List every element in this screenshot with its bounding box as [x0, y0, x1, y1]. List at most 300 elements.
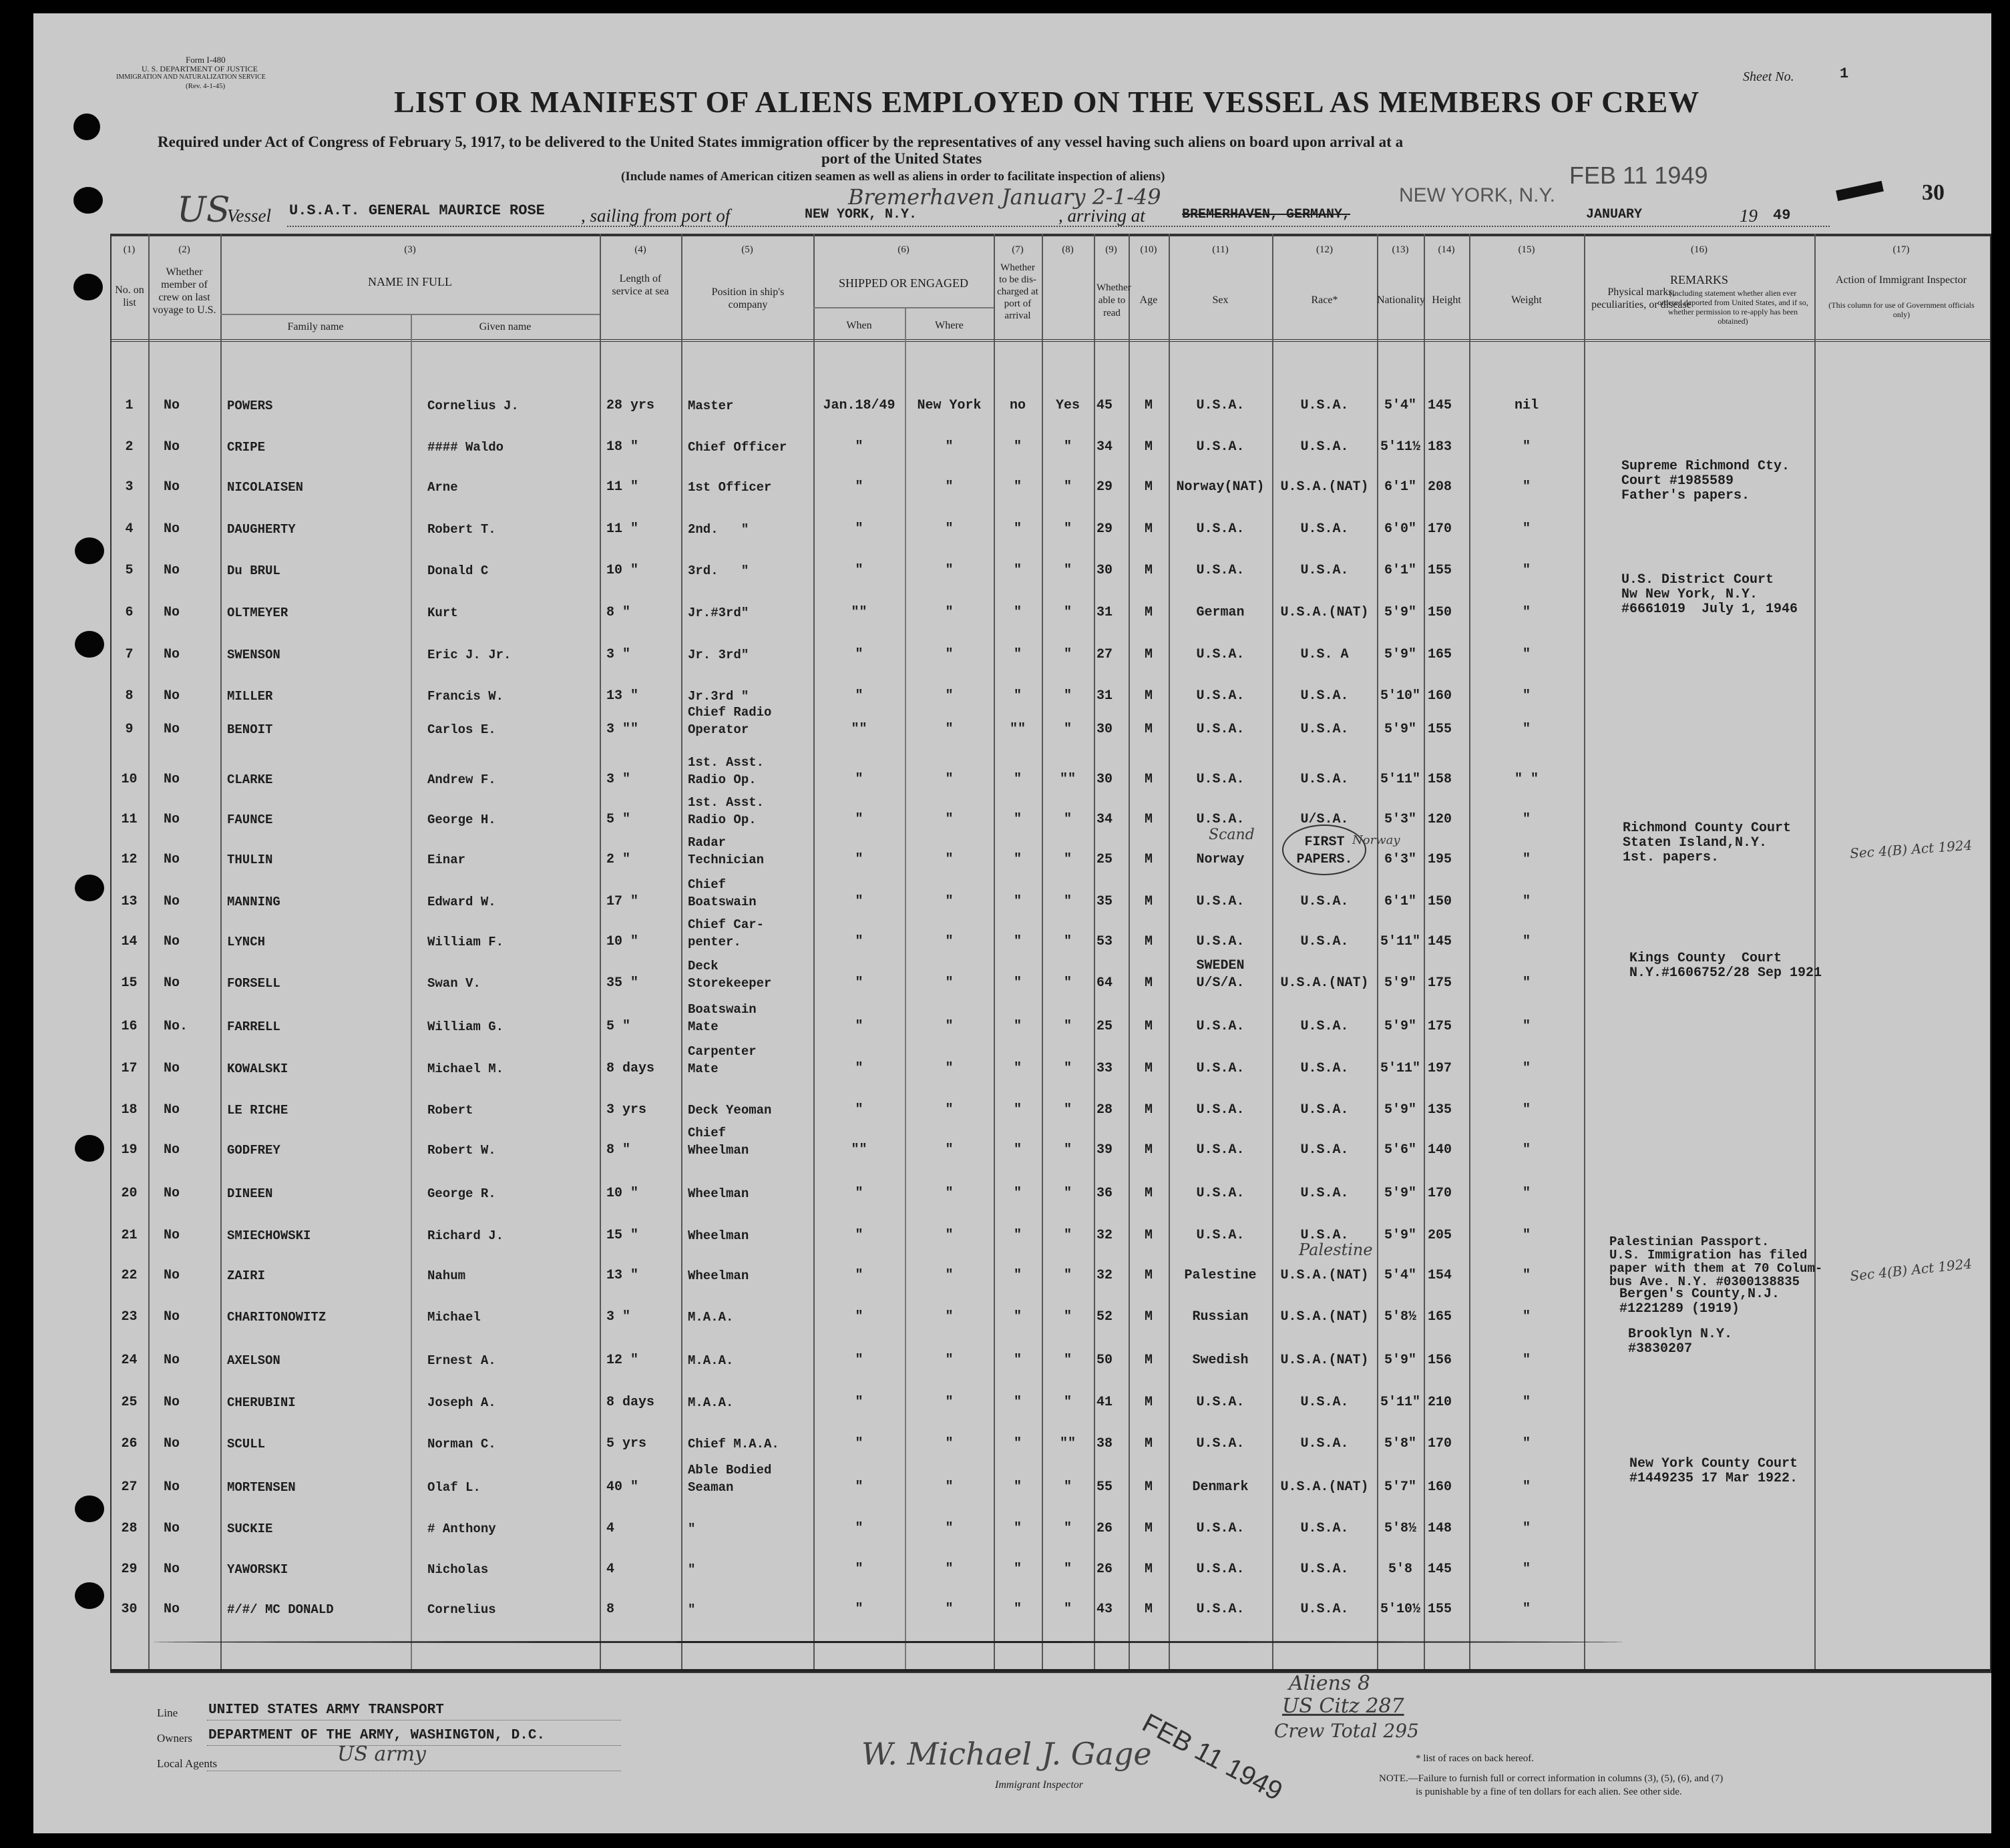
hand-us-mark: US	[177, 190, 230, 230]
row-14-age: 53	[1096, 934, 1113, 949]
row-6-where: "	[945, 605, 954, 620]
row-14-length: 10 "	[606, 934, 639, 949]
row-8-read: "	[1063, 688, 1072, 704]
row-12-height: 6'3"	[1384, 852, 1416, 867]
row-8-when: "	[855, 688, 863, 704]
row-12-nat: FIRST PAPERS.	[1296, 835, 1353, 867]
row-13-family: MANNING	[227, 895, 280, 909]
header-nationality: Nationality	[1377, 294, 1425, 306]
row-10-no: 10	[121, 772, 138, 787]
row-30-phys: "	[1522, 1602, 1531, 1617]
stamp-arrive-port: NEW YORK, N.Y.	[1399, 184, 1555, 206]
row-16-race: U.S.A.	[1196, 1019, 1245, 1034]
row-8-phys: "	[1522, 688, 1531, 704]
row-27-weight: 160	[1428, 1479, 1452, 1495]
row-21-sex: M	[1144, 1228, 1153, 1243]
row-28-age: 26	[1096, 1521, 1113, 1536]
header-height: Height	[1432, 294, 1461, 306]
row-20-given: George R.	[427, 1186, 496, 1201]
row-14-position: Chief Car- penter.	[688, 917, 765, 949]
row-21-member: No	[164, 1228, 180, 1243]
row-12-disch: "	[1013, 852, 1022, 867]
row-18-nat: U.S.A.	[1300, 1102, 1349, 1118]
row-13-length: 17 "	[606, 894, 639, 909]
row-17-phys: "	[1522, 1061, 1531, 1076]
row-10-phys: " "	[1514, 772, 1539, 787]
row-19-height: 5'6"	[1384, 1142, 1416, 1158]
row-23-position: M.A.A.	[688, 1310, 734, 1325]
row-23-family: CHARITONOWITZ	[227, 1310, 327, 1325]
row-22-member: No	[164, 1268, 180, 1283]
footer-rule	[110, 1669, 1990, 1672]
row-29-no: 29	[121, 1562, 138, 1577]
row-19-length: 8 "	[606, 1142, 631, 1158]
inspector-label: Immigrant Inspector	[995, 1779, 1083, 1791]
row-9-given: Carlos E.	[427, 722, 496, 737]
revision: (Rev. 4-1-45)	[186, 82, 226, 90]
row-5-member: No	[164, 563, 180, 578]
row-3-age: 29	[1096, 479, 1113, 495]
row-7-given: Eric J. Jr.	[427, 648, 512, 662]
row-16-age: 25	[1096, 1019, 1113, 1034]
row-5-phys: "	[1522, 563, 1531, 578]
row-12-position: Radar Technician	[688, 835, 765, 867]
row-22-race: Palestine	[1184, 1268, 1257, 1283]
row-6-no: 6	[125, 605, 134, 620]
vessel-underline	[287, 226, 1830, 227]
row-30-race: U.S.A.	[1196, 1602, 1245, 1617]
row-13-phys: "	[1522, 894, 1531, 909]
row-7-disch: "	[1013, 647, 1022, 662]
header-race: Race*	[1311, 294, 1338, 306]
row-2-member: No	[164, 439, 180, 455]
row-19-sex: M	[1144, 1142, 1153, 1158]
row-7-nat: U.S. A	[1300, 647, 1349, 662]
header-given: Given name	[479, 321, 532, 332]
row-20-length: 10 "	[606, 1186, 639, 1201]
row-26-weight: 170	[1428, 1436, 1452, 1451]
row-12-family: THULIN	[227, 853, 273, 867]
header-when: When	[846, 320, 872, 331]
row-9-phys: "	[1522, 722, 1531, 737]
row-6-disch: "	[1013, 605, 1022, 620]
row-11-age: 34	[1096, 812, 1113, 827]
row-16-sex: M	[1144, 1019, 1153, 1034]
row-20-phys: "	[1522, 1186, 1531, 1201]
row-6-sex: M	[1144, 605, 1153, 620]
row-23-length: 3 "	[606, 1309, 631, 1325]
row-25-race: U.S.A.	[1196, 1395, 1245, 1410]
row-26-when: "	[855, 1436, 863, 1451]
row-14-phys: "	[1522, 934, 1531, 949]
row-3-sex: M	[1144, 479, 1153, 495]
subtitle-act: Required under Act of Congress of February 5, 1917, to be delivered to the United States immigration officer by the representatives of any vessel having such aliens on board upon arrival at a	[158, 134, 1404, 150]
row-26-read: ""	[1059, 1436, 1076, 1451]
row-25-member: No	[164, 1395, 180, 1410]
row-29-sex: M	[1144, 1562, 1153, 1577]
row-4-disch: "	[1013, 521, 1022, 537]
row-25-position: M.A.A.	[688, 1395, 734, 1410]
row-20-sex: M	[1144, 1186, 1153, 1201]
row-6-height: 5'9"	[1384, 605, 1416, 620]
remark-row-3: Supreme Richmond Cty. Court #1985589 Father's papers.	[1621, 459, 1790, 503]
row-22-phys: "	[1522, 1268, 1531, 1283]
row-28-length: 4	[606, 1521, 615, 1536]
row-11-where: "	[945, 812, 954, 827]
row-24-given: Ernest A.	[427, 1353, 496, 1368]
row-23-member: No	[164, 1309, 180, 1325]
punch-hole-5	[75, 631, 104, 658]
row-27-height: 5'7"	[1384, 1479, 1416, 1495]
row-3-phys: "	[1522, 479, 1531, 495]
row-19-given: Robert W.	[427, 1143, 496, 1158]
row-21-weight: 205	[1428, 1228, 1452, 1243]
row-27-when: "	[855, 1479, 863, 1495]
row-6-weight: 150	[1428, 605, 1452, 620]
row-25-disch: "	[1013, 1395, 1022, 1410]
row-16-length: 5 "	[606, 1019, 631, 1034]
row-10-nat: U.S.A.	[1300, 772, 1349, 787]
form-id: Form I-480	[186, 55, 226, 65]
row-14-sex: M	[1144, 934, 1153, 949]
row-5-sex: M	[1144, 563, 1153, 578]
footer-wavy	[154, 1641, 1623, 1643]
row-9-where: "	[945, 722, 954, 737]
row-12-age: 25	[1096, 852, 1113, 867]
row-16-member: No.	[164, 1019, 188, 1034]
row-26-position: Chief M.A.A.	[688, 1437, 779, 1451]
remark-row-22: Palestinian Passport. U.S. Immigration has filed paper with them at 70 Colum- bus Ave. N.Y. #0300138835	[1609, 1234, 1823, 1289]
row-18-read: "	[1063, 1102, 1072, 1118]
remark-row-23: Bergen's County,N.J. #1221289 (1919)	[1619, 1287, 1780, 1317]
row-23-where: "	[945, 1309, 954, 1325]
row-5-race: U.S.A.	[1196, 563, 1245, 578]
row-17-given: Michael M.	[427, 1062, 504, 1076]
row-2-race: U.S.A.	[1196, 439, 1245, 455]
hand-row12-race: Scand	[1209, 827, 1255, 843]
row-15-family: FORSELL	[227, 976, 280, 991]
row-8-no: 8	[125, 688, 134, 704]
row-22-sex: M	[1144, 1268, 1153, 1283]
row-8-length: 13 "	[606, 688, 639, 704]
header-action-sub: (This column for use of Government officials only)	[1828, 300, 1975, 319]
row-12-length: 2 "	[606, 852, 631, 867]
row-21-age: 32	[1096, 1228, 1113, 1243]
row-28-nat: U.S.A.	[1300, 1521, 1349, 1536]
inspector-signature: W. Michael J. Gage	[861, 1736, 1152, 1772]
row-6-phys: "	[1522, 605, 1531, 620]
row-11-nat: U/S.A.	[1300, 812, 1349, 827]
row-10-height: 5'11"	[1380, 772, 1420, 787]
row-26-no: 26	[121, 1436, 138, 1451]
line-value: UNITED STATES ARMY TRANSPORT	[208, 1702, 444, 1718]
row-23-height: 5'8½	[1384, 1309, 1416, 1325]
row-28-given: # Anthony	[427, 1522, 496, 1536]
row-24-phys: "	[1522, 1353, 1531, 1368]
row-27-read: "	[1063, 1479, 1072, 1495]
row-14-family: LYNCH	[227, 935, 266, 949]
row-15-where: "	[945, 975, 954, 991]
row-27-member: No	[164, 1479, 180, 1495]
row-22-length: 13 "	[606, 1268, 639, 1283]
punch-hole-9	[75, 1582, 104, 1609]
row-1-age: 45	[1096, 398, 1113, 413]
header-remarks-sub: (Including statement whether alien ever ordered deported from United States, and if so, whether permission to re-apply has been obtained)	[1657, 288, 1808, 326]
service: IMMIGRATION AND NATURALIZATION SERVICE	[116, 73, 266, 81]
header-where: Where	[935, 320, 964, 331]
header-shipped: SHIPPED OR ENGAGED	[838, 276, 968, 290]
row-12-sex: M	[1144, 852, 1153, 867]
row-29-family: YAWORSKI	[227, 1562, 288, 1577]
row-24-sex: M	[1144, 1353, 1153, 1368]
row-18-length: 3 yrs	[606, 1102, 647, 1118]
row-22-position: Wheelman	[688, 1268, 749, 1283]
row-10-sex: M	[1144, 772, 1153, 787]
row-18-member: No	[164, 1102, 180, 1118]
row-13-age: 35	[1096, 894, 1113, 909]
punch-hole-8	[75, 1495, 104, 1522]
row-28-position: "	[688, 1522, 696, 1536]
row-30-weight: 155	[1428, 1602, 1452, 1617]
row-19-read: "	[1063, 1142, 1072, 1158]
row-2-disch: "	[1013, 439, 1022, 455]
row-7-age: 27	[1096, 647, 1113, 662]
row-4-phys: "	[1522, 521, 1531, 537]
row-26-member: No	[164, 1436, 180, 1451]
row-11-no: 11	[121, 812, 138, 827]
row-1-weight: 145	[1428, 398, 1452, 413]
hand-from-correction: Bremerhaven January 2-1-49	[848, 184, 1161, 210]
row-28-no: 28	[121, 1521, 138, 1536]
row-19-disch: "	[1013, 1142, 1022, 1158]
row-30-read: "	[1063, 1602, 1072, 1617]
punch-hole-3	[73, 274, 103, 300]
row-6-when: ""	[851, 605, 867, 620]
row-22-weight: 154	[1428, 1268, 1452, 1283]
row-13-when: "	[855, 894, 863, 909]
row-28-phys: "	[1522, 1521, 1531, 1536]
remark-row-27: New York County Court #1449235 17 Mar 1922.	[1629, 1456, 1798, 1486]
row-20-age: 36	[1096, 1186, 1113, 1201]
row-10-position: 1st. Asst. Radio Op.	[688, 755, 765, 787]
row-13-where: "	[945, 894, 954, 909]
tally-crew-total: Crew Total 295	[1274, 1720, 1419, 1742]
row-8-position: Jr.3rd "	[688, 689, 749, 704]
row-1-race: U.S.A.	[1196, 398, 1245, 413]
row-30-nat: U.S.A.	[1300, 1602, 1349, 1617]
row-13-sex: M	[1144, 894, 1153, 909]
row-7-phys: "	[1522, 647, 1531, 662]
row-23-nat: U.S.A.(NAT)	[1280, 1309, 1369, 1325]
year-prefix: 19	[1740, 206, 1758, 226]
row-19-nat: U.S.A.	[1300, 1142, 1349, 1158]
row-29-phys: "	[1522, 1562, 1531, 1577]
row-2-height: 5'11½	[1380, 439, 1420, 455]
row-25-given: Joseph A.	[427, 1395, 496, 1410]
row-25-phys: "	[1522, 1395, 1531, 1410]
row-21-race: U.S.A.	[1196, 1228, 1245, 1243]
row-8-family: MILLER	[227, 689, 273, 704]
row-22-no: 22	[121, 1268, 138, 1283]
row-11-sex: M	[1144, 812, 1153, 827]
row-29-weight: 145	[1428, 1562, 1452, 1577]
row-15-height: 5'9"	[1384, 975, 1416, 991]
row-1-position: Master	[688, 399, 734, 413]
row-4-height: 6'0"	[1384, 521, 1416, 537]
row-20-read: "	[1063, 1186, 1072, 1201]
row-17-weight: 197	[1428, 1061, 1452, 1076]
row-19-where: "	[945, 1142, 954, 1158]
row-21-height: 5'9"	[1384, 1228, 1416, 1243]
row-30-length: 8	[606, 1602, 615, 1617]
row-18-no: 18	[121, 1102, 138, 1118]
row-5-when: "	[855, 563, 863, 578]
header-read: Whether able to read	[1096, 282, 1131, 318]
row-29-where: "	[945, 1562, 954, 1577]
row-10-member: No	[164, 772, 180, 787]
row-26-nat: U.S.A.	[1300, 1436, 1349, 1451]
row-24-member: No	[164, 1353, 180, 1368]
tally-us-citizens: US Citz 287	[1282, 1694, 1404, 1718]
row-8-weight: 160	[1428, 688, 1452, 704]
remark-row-12: Richmond County Court Staten Island,N.Y. 1st. papers.	[1623, 821, 1792, 865]
row-17-position: Carpenter Mate	[688, 1044, 757, 1076]
row-7-read: "	[1063, 647, 1072, 662]
row-29-when: "	[855, 1562, 863, 1577]
row-3-given: Arne	[427, 480, 458, 495]
row-14-disch: "	[1013, 934, 1022, 949]
row-24-height: 5'9"	[1384, 1353, 1416, 1368]
row-7-sex: M	[1144, 647, 1153, 662]
row-6-read: "	[1063, 605, 1072, 620]
row-11-phys: "	[1522, 812, 1531, 827]
row-4-nat: U.S.A.	[1300, 521, 1349, 537]
row-10-age: 30	[1096, 772, 1113, 787]
header-no: No. on list	[115, 284, 144, 308]
sailing-label: , sailing from port of	[581, 206, 731, 226]
row-19-family: GODFREY	[227, 1143, 280, 1158]
row-14-where: "	[945, 934, 954, 949]
fine-note-1: NOTE.—Failure to furnish full or correct information in columns (3), (5), (6), and (7)	[1379, 1773, 1724, 1784]
row-14-read: "	[1063, 934, 1072, 949]
row-20-member: No	[164, 1186, 180, 1201]
row-2-position: Chief Officer	[688, 440, 787, 455]
row-30-sex: M	[1144, 1602, 1153, 1617]
row-6-family: OLTMEYER	[227, 606, 288, 620]
remark-row-6: U.S. District Court Nw New York, N.Y. #6661019 July 1, 1946	[1621, 572, 1798, 617]
row-30-where: "	[945, 1602, 954, 1617]
row-2-phys: "	[1522, 439, 1531, 455]
row-5-no: 5	[125, 563, 134, 578]
row-30-no: 30	[121, 1602, 138, 1617]
row-8-race: U.S.A.	[1196, 688, 1245, 704]
row-12-weight: 195	[1428, 852, 1452, 867]
row-14-nat: U.S.A.	[1300, 934, 1349, 949]
row-14-weight: 145	[1428, 934, 1452, 949]
row-26-family: SCULL	[227, 1437, 266, 1451]
row-16-where: "	[945, 1019, 954, 1034]
row-14-no: 14	[121, 934, 138, 949]
row-8-given: Francis W.	[427, 689, 504, 704]
row-23-phys: "	[1522, 1309, 1531, 1325]
row-18-position: Deck Yeoman	[688, 1103, 772, 1118]
row-17-race: U.S.A.	[1196, 1061, 1245, 1076]
row-5-length: 10 "	[606, 563, 639, 578]
row-24-nat: U.S.A.(NAT)	[1280, 1353, 1369, 1368]
row-21-nat: U.S.A.	[1300, 1228, 1349, 1243]
punch-hole-1	[73, 113, 100, 140]
row-28-race: U.S.A.	[1196, 1521, 1245, 1536]
row-24-length: 12 "	[606, 1353, 639, 1368]
row-25-height: 5'11"	[1380, 1395, 1420, 1410]
row-19-position: Chief Wheelman	[688, 1126, 749, 1158]
hand-row12-action: Sec 4(B) Act 1924	[1849, 837, 1973, 862]
owners-value: DEPARTMENT OF THE ARMY, WASHINGTON, D.C.	[208, 1728, 546, 1743]
row-4-family: DAUGHERTY	[227, 522, 296, 537]
row-28-weight: 148	[1428, 1521, 1452, 1536]
row-16-height: 5'9"	[1384, 1019, 1416, 1034]
row-22-height: 5'4"	[1384, 1268, 1416, 1283]
row-9-member: No	[164, 722, 180, 737]
row-27-where: "	[945, 1479, 954, 1495]
row-24-where: "	[945, 1353, 954, 1368]
row-11-family: FAUNCE	[227, 813, 273, 827]
row-1-family: POWERS	[227, 399, 273, 413]
row-9-position: Chief Radio Operator	[688, 705, 772, 737]
row-21-read: "	[1063, 1228, 1072, 1243]
row-25-length: 8 days	[606, 1395, 655, 1410]
row-15-phys: "	[1522, 975, 1531, 991]
row-23-when: "	[855, 1309, 863, 1325]
row-24-weight: 156	[1428, 1353, 1452, 1368]
row-29-nat: U.S.A.	[1300, 1562, 1349, 1577]
row-15-given: Swan V.	[427, 976, 481, 991]
tally-aliens: Aliens 8	[1289, 1672, 1370, 1695]
row-2-given: #### Waldo	[427, 440, 504, 455]
punch-hole-4	[75, 537, 104, 564]
row-6-race: German	[1196, 605, 1245, 620]
received-stamp: FEB 11 1949	[1569, 162, 1708, 189]
hand-row22-action: Sec 4(B) Act 1924	[1849, 1255, 1973, 1285]
row-11-length: 5 "	[606, 812, 631, 827]
row-27-position: Able Bodied Seaman	[688, 1463, 772, 1495]
row-17-length: 8 days	[606, 1061, 655, 1076]
row-11-given: George H.	[427, 813, 496, 827]
row-1-when: Jan.18/49	[823, 398, 895, 413]
row-3-family: NICOLAISEN	[227, 480, 304, 495]
row-5-read: "	[1063, 563, 1072, 578]
row-8-age: 31	[1096, 688, 1113, 704]
row-7-length: 3 "	[606, 647, 631, 662]
row-9-race: U.S.A.	[1196, 722, 1245, 737]
row-5-where: "	[945, 563, 954, 578]
row-4-member: No	[164, 521, 180, 537]
punch-hole-6	[75, 875, 104, 901]
row-13-position: Chief Boatswain	[688, 877, 757, 909]
row-15-member: No	[164, 975, 180, 991]
row-15-age: 64	[1096, 975, 1113, 991]
row-27-family: MORTENSEN	[227, 1480, 296, 1495]
row-24-family: AXELSON	[227, 1353, 280, 1368]
row-26-sex: M	[1144, 1436, 1153, 1451]
row-13-weight: 150	[1428, 894, 1452, 909]
header-action: Action of Immigrant Inspector	[1836, 274, 1967, 286]
row-28-read: "	[1063, 1521, 1072, 1536]
row-18-family: LE RICHE	[227, 1103, 288, 1118]
row-9-no: 9	[125, 722, 134, 737]
header-remarks: REMARKS	[1669, 273, 1729, 286]
row-16-disch: "	[1013, 1019, 1022, 1034]
